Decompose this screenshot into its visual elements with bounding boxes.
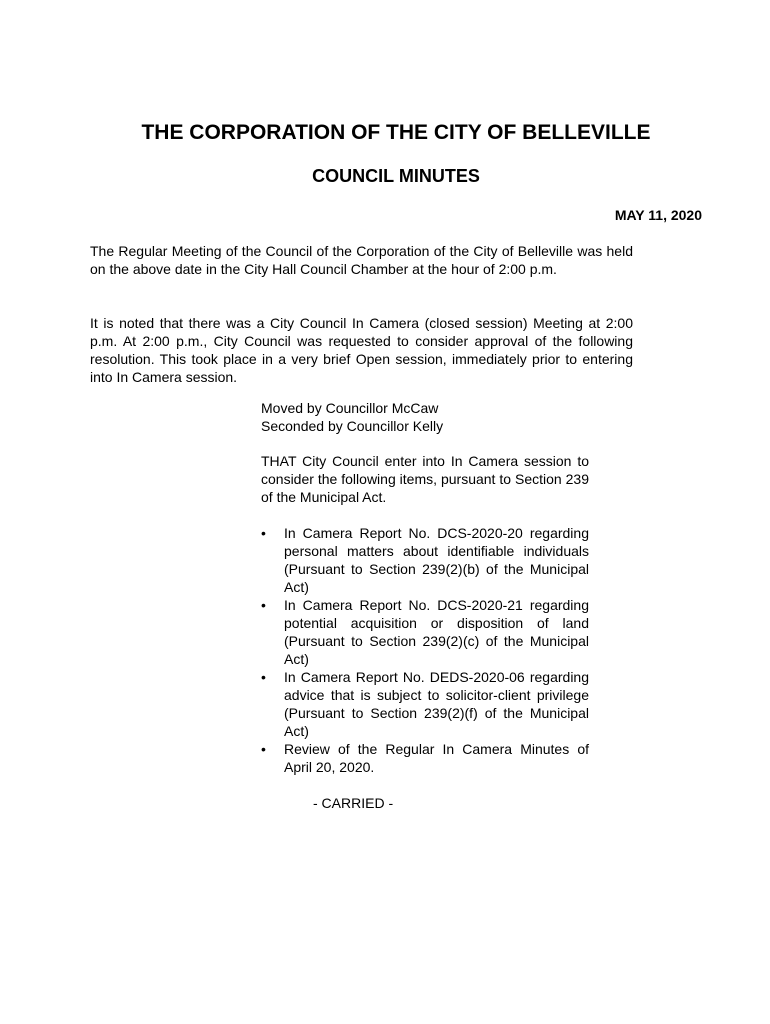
bullet-icon: •: [261, 741, 266, 757]
list-item-text: In Camera Report No. DCS-2020-21 regarding potential acquisition or disposition of land (Pursuant to Section 239(2)(c) of the Municipal Act): [284, 597, 589, 667]
moved-by-line: Moved by Councillor McCaw: [261, 400, 439, 416]
bullet-icon: •: [261, 669, 266, 685]
meeting-date: MAY 11, 2020: [614, 207, 702, 223]
intro-paragraph: The Regular Meeting of the Council of the Corporation of the City of Belleville was held on the above date in the City Hall Council Chamber at the hour of 2:00 p.m.: [90, 243, 633, 277]
bullet-icon: •: [261, 597, 266, 613]
bullet-icon: •: [261, 525, 266, 541]
list-item: [261, 596, 589, 668]
list-item: [261, 740, 589, 776]
document-subtitle: COUNCIL MINUTES: [312, 166, 480, 186]
list-item: [261, 524, 589, 596]
list-item-text: Review of the Regular In Camera Minutes of April 20, 2020.: [284, 741, 589, 775]
motion-movers: [261, 399, 589, 435]
list-item-text: In Camera Report No. DCS-2020-20 regarding personal matters about identifiable individuals (Pursuant to Section 239(2)(b) of the Municipal Act): [284, 525, 589, 595]
document-title: THE CORPORATION OF THE CITY OF BELLEVILLE: [141, 121, 651, 144]
list-item: [261, 668, 589, 740]
in-camera-note-paragraph: It is noted that there was a City Council In Camera (closed session) Meeting at 2:00 p.m. At 2:00 p.m., City Council was requested to consider approval of the following resolution. This took place in a very brief Open session, immediately prior to entering into In Camera session.: [90, 315, 633, 385]
resolution-text: THAT City Council enter into In Camera session to consider the following items, pursuant to Section 239 of the Municipal Act.: [261, 453, 589, 505]
list-item-text: In Camera Report No. DEDS-2020-06 regarding advice that is subject to solicitor-client privilege (Pursuant to Section 239(2)(f) of the Municipal Act): [284, 669, 589, 739]
seconded-by-line: Seconded by Councillor Kelly: [261, 418, 444, 434]
agenda-item-list: [261, 524, 589, 776]
carried-label: - CARRIED -: [313, 795, 394, 811]
